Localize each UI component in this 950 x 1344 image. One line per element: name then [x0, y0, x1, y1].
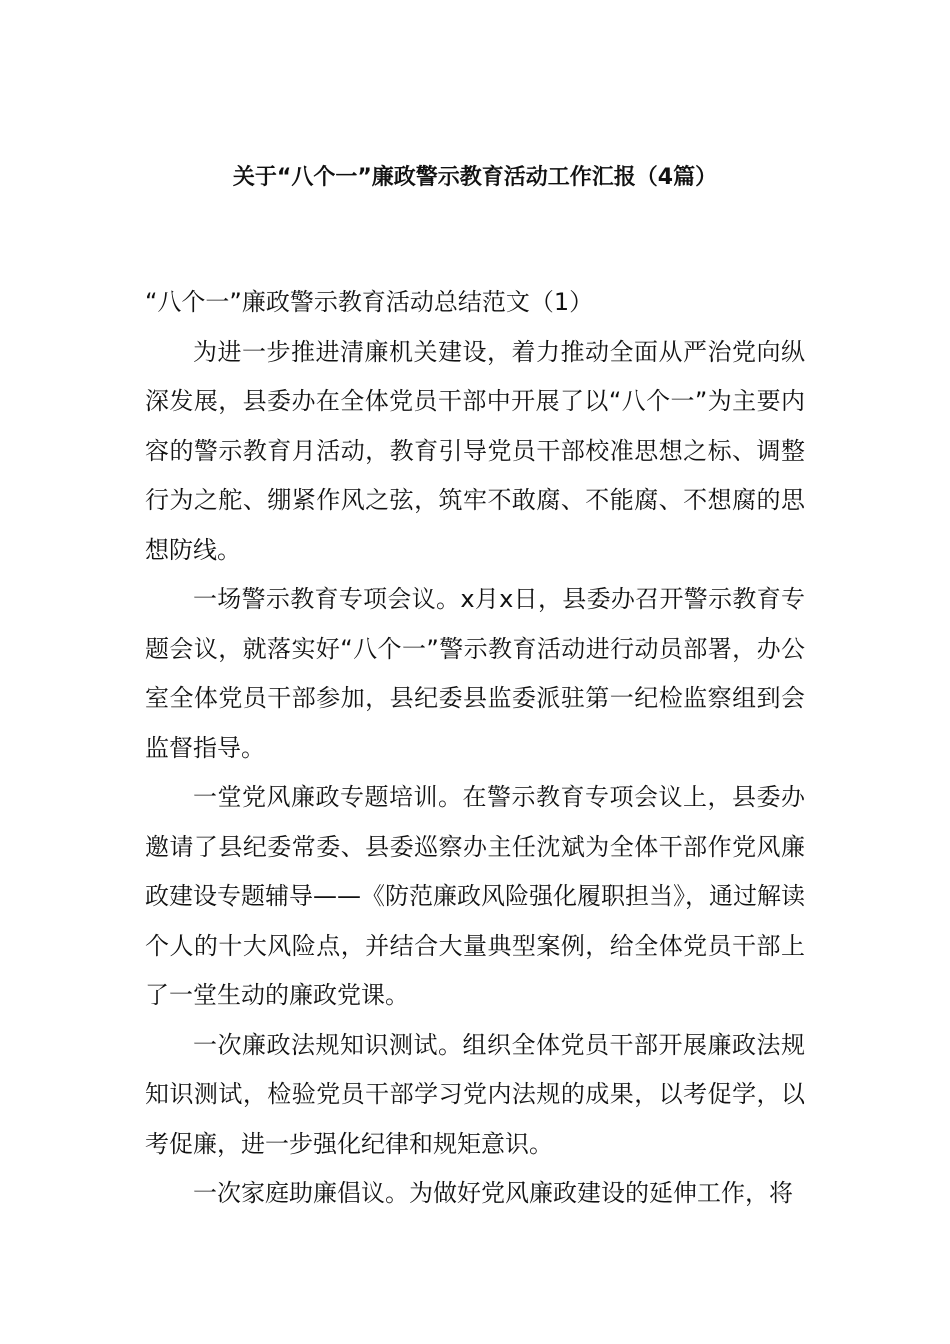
paragraph-family-initiative: 一次家庭助廉倡议。为做好党风廉政建设的延伸工作，将	[193, 1179, 793, 1207]
paragraph-test: 一次廉政法规知识测试。组织全体党员干部开展廉政法规知识测试，检验党员干部学习党内法规的成果，以考促学，以考促廉，进一步强化纪律和规矩意识。	[145, 1030, 805, 1158]
document-body	[145, 278, 805, 1219]
document-title: 关于“八个一”廉政警示教育活动工作汇报（4篇）	[232, 165, 718, 190]
paragraph-meeting: 一场警示教育专项会议。x月x日，县委办召开警示教育专题会议，就落实好“八个一”警示教育活动进行动员部署，办公室全体党员干部参加，县纪委县监委派驻第一纪检监察组到会监督指导。	[145, 585, 805, 762]
paragraph-intro: 为进一步推进清廉机关建设，着力推动全面从严治党向纵深发展，县委办在全体党员干部中开展了以“八个一”为主要内容的警示教育月活动，教育引导党员干部校准思想之标、调整行为之舵、绷紧作风之弦，筑牢不敢腐、不能腐、不想腐的思想防线。	[145, 337, 805, 564]
section-subheading: “八个一”廉政警示教育活动总结范文（1）	[145, 288, 594, 316]
paragraph-training: 一堂党风廉政专题培训。在警示教育专项会议上，县委办邀请了县纪委常委、县委巡察办主任沈斌为全体干部作党风廉政建设专题辅导——《防范廉政风险强化履职担当》，通过解读个人的十大风险点，并结合大量典型案例，给全体党员干部上了一堂生动的廉政党课。	[145, 783, 805, 1009]
